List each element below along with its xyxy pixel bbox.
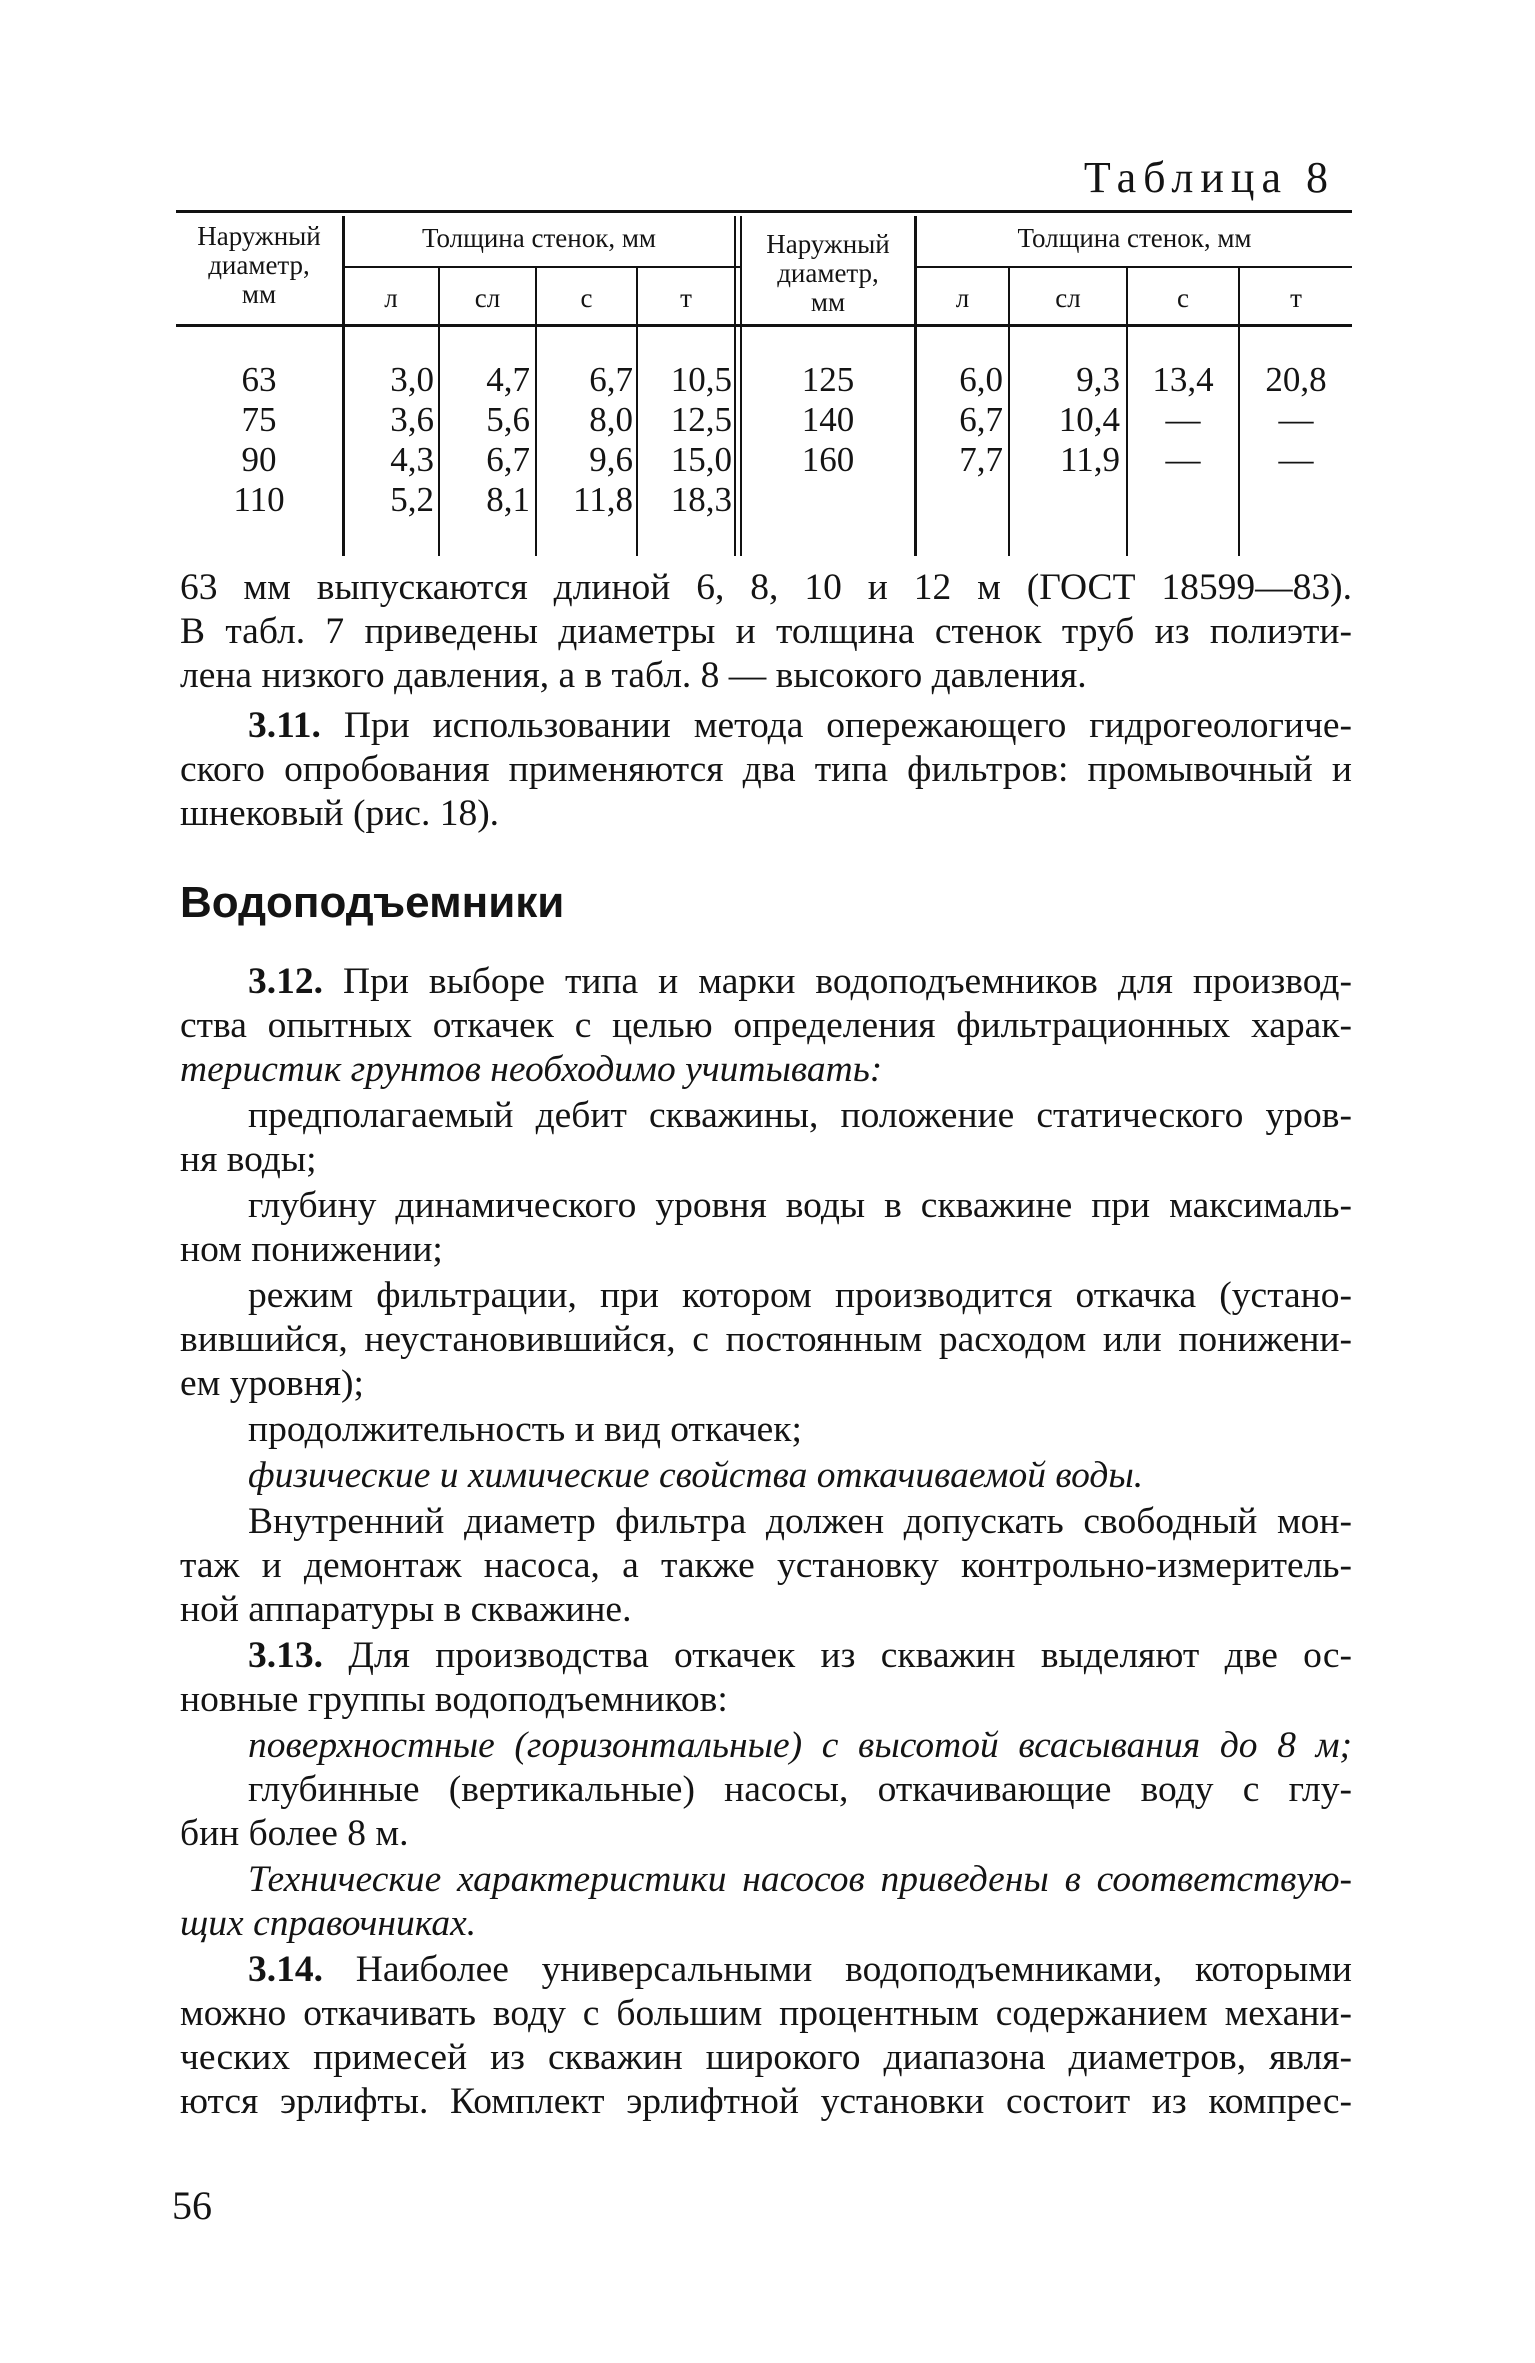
- header-wall-thickness: Толщина стенок, мм: [421, 223, 656, 253]
- paragraph-3-14-line: 3.14. Наиболее универсальными водоподъемниками, которыми: [248, 1949, 1352, 1990]
- table-column-sl: 4,7 5,6 6,7 8,1: [486, 360, 530, 519]
- table-column-s: 6,7 8,0 9,6 11,8: [573, 360, 633, 519]
- section-number: 3.14.: [248, 1949, 323, 1990]
- header-outer-diameter-right: Наружный диаметр, мм: [766, 229, 890, 317]
- text-line: ского опробования применяются два типа фильтров: промывочный и: [180, 749, 1352, 790]
- table-subheader-rule-left: [344, 266, 740, 268]
- page-number: 56: [172, 2183, 212, 2228]
- section-number: 3.13.: [248, 1635, 323, 1676]
- table-column-diameter-right: 125 140 160: [801, 360, 855, 479]
- text-line: таж и демонтаж насоса, а также установку контрольно-измеритель-: [180, 1545, 1352, 1586]
- text-line: шнековый (рис. 18).: [180, 793, 500, 834]
- list-item-line: поверхностные (горизонтальные) с высотой всасывания до 8 м;: [248, 1725, 1352, 1766]
- header-col-t-right: т: [1290, 283, 1302, 313]
- header-col-s: с: [580, 283, 593, 313]
- list-item-line: предполагаемый дебит скважины, положение статического уров-: [248, 1095, 1352, 1136]
- table-column-s-right: 13,4 — —: [1152, 360, 1214, 479]
- list-item-line: ня воды;: [180, 1139, 317, 1180]
- text-line: теристик грунтов необходимо учитывать:: [180, 1049, 883, 1090]
- text-line: можно откачивать воду с большим процентным содержанием механи-: [180, 1993, 1352, 2034]
- table-column-sl-right: 9,3 10,4 11,9: [1058, 360, 1120, 479]
- list-item-line: режим фильтрации, при котором производится откачка (устано-: [248, 1275, 1352, 1316]
- header-outer-diameter: Наружный диаметр, мм: [197, 221, 321, 309]
- text-line: лена низкого давления, а в табл. 8 — высокого давления.: [180, 655, 1087, 696]
- list-item-line: глубинные (вертикальные) насосы, откачивающие воду с глу-: [248, 1769, 1352, 1810]
- table-column-l: 3,0 3,6 4,3 5,2: [390, 360, 434, 519]
- table-column-t: 10,5 12,5 15,0 18,3: [670, 360, 732, 519]
- text-line: новные группы водоподъемников:: [180, 1679, 728, 1720]
- table-header-rule: [176, 324, 1352, 327]
- text-line: ства опытных откачек с целью определения фильтрационных харак-: [180, 1005, 1352, 1046]
- header-col-l-right: л: [955, 283, 970, 313]
- text-line: Внутренний диаметр фильтра должен допускать свободный мон-: [248, 1501, 1352, 1542]
- header-col-sl: сл: [474, 283, 501, 313]
- header-wall-thickness-right: Толщина стенок, мм: [1017, 223, 1252, 253]
- text-line: 63 мм выпускаются длиной 6, 8, 10 и 12 м (ГОСТ 18599—83).: [180, 567, 1352, 608]
- paragraph-3-13-line: 3.13. Для производства откачек из скважин выделяют две ос-: [248, 1635, 1352, 1676]
- paragraph-3-12-line: 3.12. При выборе типа и марки водоподъемников для производ-: [248, 961, 1352, 1002]
- section-number: 3.12.: [248, 961, 323, 1002]
- header-col-s-right: с: [1177, 283, 1189, 313]
- table-column-t-right: 20,8 — —: [1265, 360, 1327, 479]
- table-top-rule: [176, 210, 1352, 213]
- list-item-line: ном понижении;: [180, 1229, 443, 1270]
- text-line: В табл. 7 приведены диаметры и толщина стенок труб из полиэти-: [180, 611, 1352, 652]
- header-col-t: т: [680, 283, 692, 313]
- header-col-l: л: [384, 283, 398, 313]
- table-double-divider: [734, 216, 736, 556]
- text-line: щих справочниках.: [180, 1903, 477, 1944]
- section-heading: Водоподъемники: [180, 878, 565, 927]
- list-item-line: ем уровня);: [180, 1363, 364, 1404]
- list-item-line: глубину динамического уровня воды в скважине при максималь-: [248, 1185, 1352, 1226]
- section-number: 3.11.: [248, 705, 321, 746]
- text-line: ются эрлифты. Комплект эрлифтной установки состоит из компрес-: [180, 2081, 1352, 2122]
- paragraph-3-11-line: 3.11. При использовании метода опережающего гидрогеологиче-: [248, 705, 1352, 746]
- list-item-line: бин более 8 м.: [180, 1813, 409, 1854]
- text-line: Технические характеристики насосов приведены в соответствую-: [248, 1859, 1352, 1900]
- wall-thickness-table: [176, 210, 1352, 562]
- header-col-sl-right: сл: [1055, 283, 1081, 313]
- list-item-line: физические и химические свойства откачиваемой воды.: [248, 1455, 1144, 1496]
- table-column-diameter: 63 75 90 110: [233, 360, 285, 519]
- table-column-l-right: 6,0 6,7 7,7: [959, 360, 1003, 479]
- table-caption: Таблица 8: [1083, 153, 1335, 202]
- list-item-line: вившийся, неустановившийся, с постоянным расходом или понижени-: [180, 1319, 1352, 1360]
- text-line: ческих примесей из скважин широкого диапазона диаметров, явля-: [180, 2037, 1352, 2078]
- list-item-line: продолжительность и вид откачек;: [248, 1409, 802, 1450]
- text-line: ной аппаратуры в скважине.: [180, 1589, 632, 1630]
- table-subheader-rule-right: [916, 266, 1352, 268]
